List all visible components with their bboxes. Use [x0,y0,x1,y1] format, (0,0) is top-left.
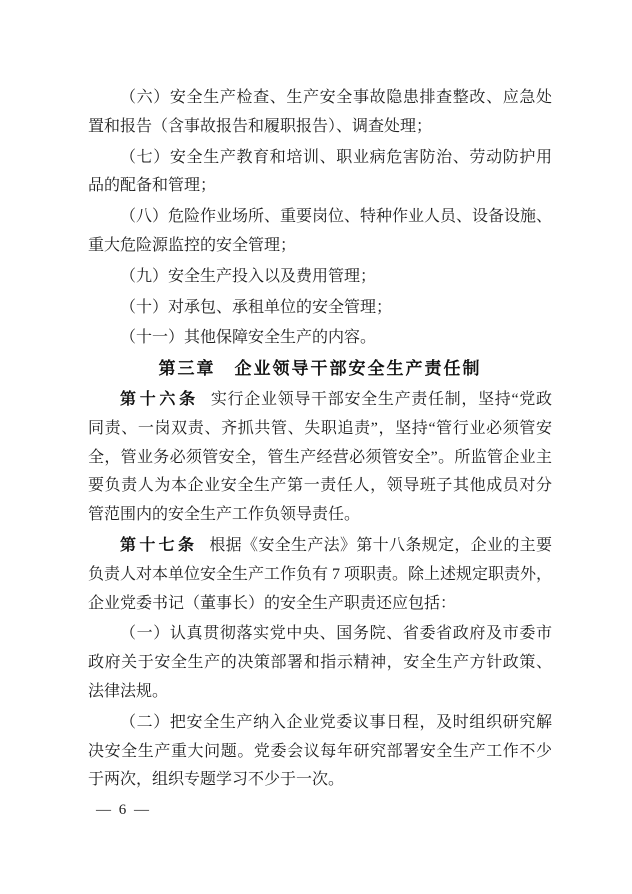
text-line: （二）把安全生产纳入企业党委议事日程，及时组织研究解 [120,713,552,731]
paragraph [88,709,552,795]
chapter-heading: 第三章 企业领导干部安全生产责任制 [158,359,482,379]
paragraph [88,203,552,261]
paragraph [88,532,552,618]
document-body [88,84,552,795]
text-line: （十一）其他保障安全生产的内容。 [120,329,377,347]
text-line: 政府关于安全生产的决策部署和指示精神，安全生产方针政策、 [88,654,552,672]
text-line: 决安全生产重大问题。党委会议每年研究部署安全生产工作不少 [88,742,552,760]
paragraph [88,84,552,142]
text-line: 置和报告（含事故报告和履职报告）、调查处理； [88,117,433,135]
text-line: （七）安全生产教育和培训、职业病危害防治、劳动防护用 [120,148,552,166]
text-line: 同责、一岗双责、齐抓共管、失职追责”，坚持“管行业必须管安 [88,419,552,437]
text-line: 重大危险源监控的安全管理； [88,236,297,254]
text-line: （八）危险作业场所、重要岗位、特种作业人员、设备设施、 [120,208,553,226]
text-line: 要负责人为本企业安全生产第一责任人，领导班子其他成员对分 [88,477,552,495]
article-number: 第十七条 [120,536,198,554]
text-line: 全，管业务必须管安全，管生产经营必须管安全”。所监管企业主 [88,448,552,466]
text-line: 负责人对本单位安全生产工作负有 7 项职责。除上述规定职责外， [88,565,553,583]
text-line: 品的配备和管理； [88,177,217,195]
text-line: （一）认真贯彻落实党中央、国务院、省委省政府及市委市 [120,625,552,643]
page-number: — 6 — [96,802,151,818]
text-line: 企业党委书记（董事长）的安全生产职责还应包括： [88,594,457,612]
text-line: （六）安全生产检查、生产安全事故隐患排查整改、应急处 [120,89,552,106]
paragraph [88,144,552,202]
paragraph [88,324,552,353]
text-segment: 根据《安全生产法》第十八条规定，企业的主要 [209,536,552,554]
text-line: 于两次，组织专题学习不少于一次。 [88,771,345,789]
article-number: 第十六条 [120,390,199,408]
paragraph [88,386,552,530]
paragraph [88,620,552,706]
text-line [88,386,552,415]
text-line: 管范围内的安全生产工作负领导责任。 [88,506,361,524]
text-line: 法律法规。 [88,682,169,700]
text-segment: 实行企业领导干部安全生产责任制，坚持“党政 [210,390,552,408]
text-line [88,532,552,561]
text-line: （九）安全生产投入以及费用管理； [120,267,377,285]
paragraph [88,294,552,323]
paragraph [88,263,552,292]
text-line: （十）对承包、承租单位的安全管理； [120,298,393,316]
